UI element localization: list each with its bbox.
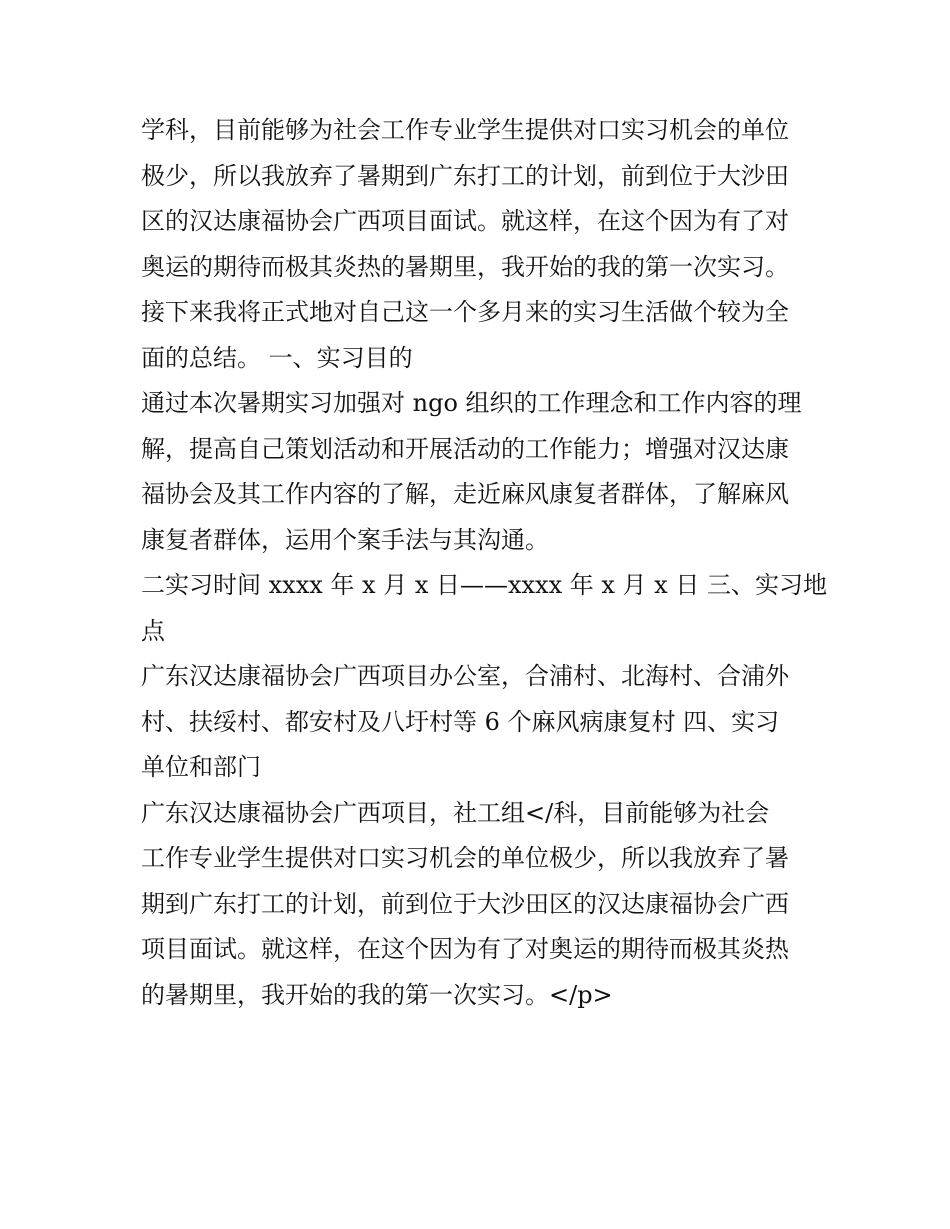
text-line: 奥运的期待而极其炎热的暑期里，我开始的我的第一次实习。 xyxy=(141,252,789,281)
text-line: 康复者群体，运用个案手法与其沟通。 xyxy=(141,525,549,554)
text-line: 的暑期里，我开始的我的第一次实习。</p> xyxy=(141,980,613,1009)
text-line: 项目面试。就这样，在这个因为有了对奥运的期待而极其炎热 xyxy=(141,935,789,963)
text-line: 接下来我将正式地对自己这一个多月来的实习生活做个较为全 xyxy=(141,298,789,326)
text-line: 学科，目前能够为社会工作专业学生提供对口实习机会的单位 xyxy=(141,116,789,144)
text-line: 期到广东打工的计划，前到位于大沙田区的汉达康福协会广西 xyxy=(141,889,789,918)
text-line: 区的汉达康福协会广西项目面试。就这样，在这个因为有了对 xyxy=(141,207,789,235)
section-heading-line: 二实习时间 xxxx 年 x 月 x 日——xxxx 年 x 月 x 日 三、实习地 xyxy=(141,571,827,599)
text-line: 广东汉达康福协会广西项目，社工组</科，目前能够为社会 xyxy=(141,798,770,827)
text-line: 福协会及其工作内容的了解，走近麻风康复者群体，了解麻风 xyxy=(141,480,789,508)
section-heading-line: 村、扶绥村、都安村及八圩村等 6 个麻风病康复村 四、实习 xyxy=(141,707,780,736)
document-body xyxy=(141,108,827,1018)
text-line: 广东汉达康福协会广西项目办公室，合浦村、北海村、合浦外 xyxy=(141,662,789,690)
text-line: 解，提高自己策划活动和开展活动的工作能力；增强对汉达康 xyxy=(141,434,789,463)
section-heading-line: 面的总结。 一、实习目的 xyxy=(141,343,413,372)
text-line: 点 xyxy=(141,616,165,645)
text-line: 工作专业学生提供对口实习机会的单位极少，所以我放弃了暑 xyxy=(141,844,789,872)
text-line: 单位和部门 xyxy=(141,753,261,781)
text-line: 极少，所以我放弃了暑期到广东打工的计划，前到位于大沙田 xyxy=(141,161,789,190)
text-line: 通过本次暑期实习加强对 ngo 组织的工作理念和工作内容的理 xyxy=(141,389,802,417)
